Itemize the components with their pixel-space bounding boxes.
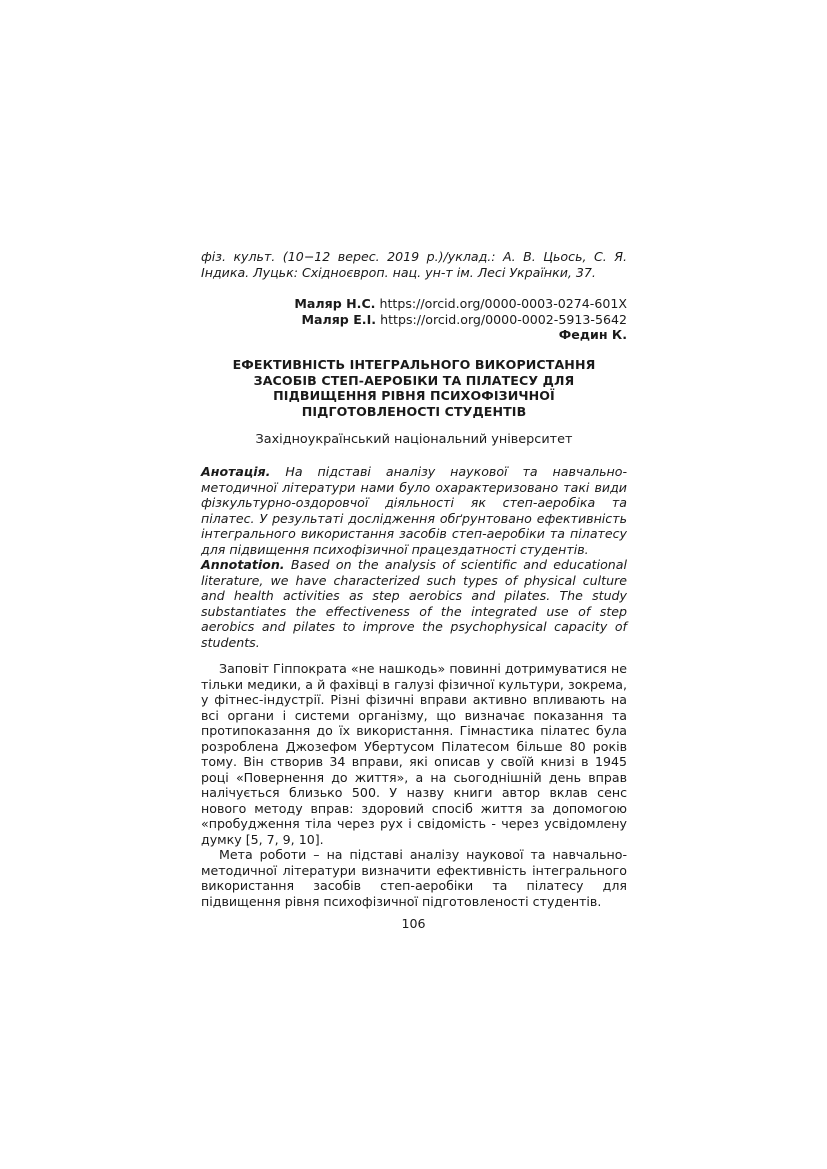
author-2-orcid[interactable]: https://orcid.org/0000-0002-5913-5642	[380, 311, 627, 327]
abstract-block	[201, 464, 627, 650]
title-line-3: ПІДВИЩЕННЯ РІВНЯ ПСИХОФІЗИЧНОЇ	[273, 388, 555, 404]
abstract-en-text: Based on the analysis of scientific and educational literature, we have characterized such types of physical culture and health activities as step aerobics and pilates. The study substantiates the effectiveness of the integrated use of step aerobics and pilates to improve the psychophysical capacity of students.	[201, 557, 627, 650]
affiliation: Західноукраїнський національний університет	[255, 432, 573, 447]
author-2	[201, 312, 627, 328]
title-line-4: ПІДГОТОВЛЕНОСТІ СТУДЕНТІВ	[301, 404, 527, 420]
abstract-ua-label: Анотація.	[201, 464, 271, 479]
abstract-en	[201, 557, 627, 650]
author-3	[201, 327, 627, 343]
abstract-en-label: Annotation.	[201, 557, 285, 572]
paper-title	[201, 357, 627, 420]
title-line-1: ЕФЕКТИВНІСТЬ ІНТЕГРАЛЬНОГО ВИКОРИСТАННЯ	[232, 357, 596, 372]
author-1-name: Маляр Н.С.	[294, 296, 376, 311]
author-3-name: Федин К.	[558, 327, 627, 343]
abstract-ua	[201, 464, 627, 557]
body-paragraph-1: Заповіт Гіппократа «не нашкодь» повинні дотримуватися не тільки медики, а й фахівці в галузі фізичної культури, зокрема, у фітнес-індустрії. Різні фізичні вправи активно впливають на всі органи і системи організму, що визначає показання та протипоказання до їх використання. Гімнастика пілатес була розроблена Джозефом Убертусом Пілатесом більше 80 років тому. Він створив 34 вправи, які описав у своїй книзі в 1945 році «Повернення до життя», а на сьогоднішній день вправ налічується близько 500. У назву книги автор вклав сенс нового методу вправ: здоровий спосіб життя за допомогою «пробудження тіла через рух і свідомість - через усвідомлену думку [5, 7, 9, 10].	[201, 661, 627, 847]
author-1	[201, 296, 627, 312]
reference-continuation	[201, 249, 627, 280]
author-2-name: Маляр Е.І.	[301, 311, 377, 327]
author-list	[201, 296, 627, 343]
author-1-orcid[interactable]: https://orcid.org/0000-0003-0274-601X	[379, 296, 627, 311]
reference-text: фіз. культ. (10−12 верес. 2019 р.)/уклад.: А. В. Цьось, С. Я. Індика. Луцьк: Східноєвроп. нац. ун-т ім. Лесі Українки, 37.	[201, 249, 627, 280]
body-text	[201, 661, 627, 909]
title-line-2: ЗАСОБІВ СТЕП-АЕРОБІКИ ТА ПІЛАТЕСУ ДЛЯ	[253, 372, 575, 388]
abstract-ua-text: На підставі аналізу наукової та навчально-методичної літератури нами було охарактеризовано такі види фізкультурно-оздоровчої діяльності як степ-аеробіка та пілатес. У результаті дослідження обґрунтовано ефективність інтегрального використання засобів степ-аеробіки та пілатесу для підвищення психофізичної працездатності студентів.	[201, 464, 627, 557]
page-number: 106	[401, 916, 426, 931]
body-paragraph-2: Мета роботи – на підставі аналізу наукової та навчально-методичної літератури визначити ефективність інтегрального використання засобів степ-аеробіки та пілатесу для підвищення рівня психофізичної підготовленості студентів.	[201, 847, 627, 909]
